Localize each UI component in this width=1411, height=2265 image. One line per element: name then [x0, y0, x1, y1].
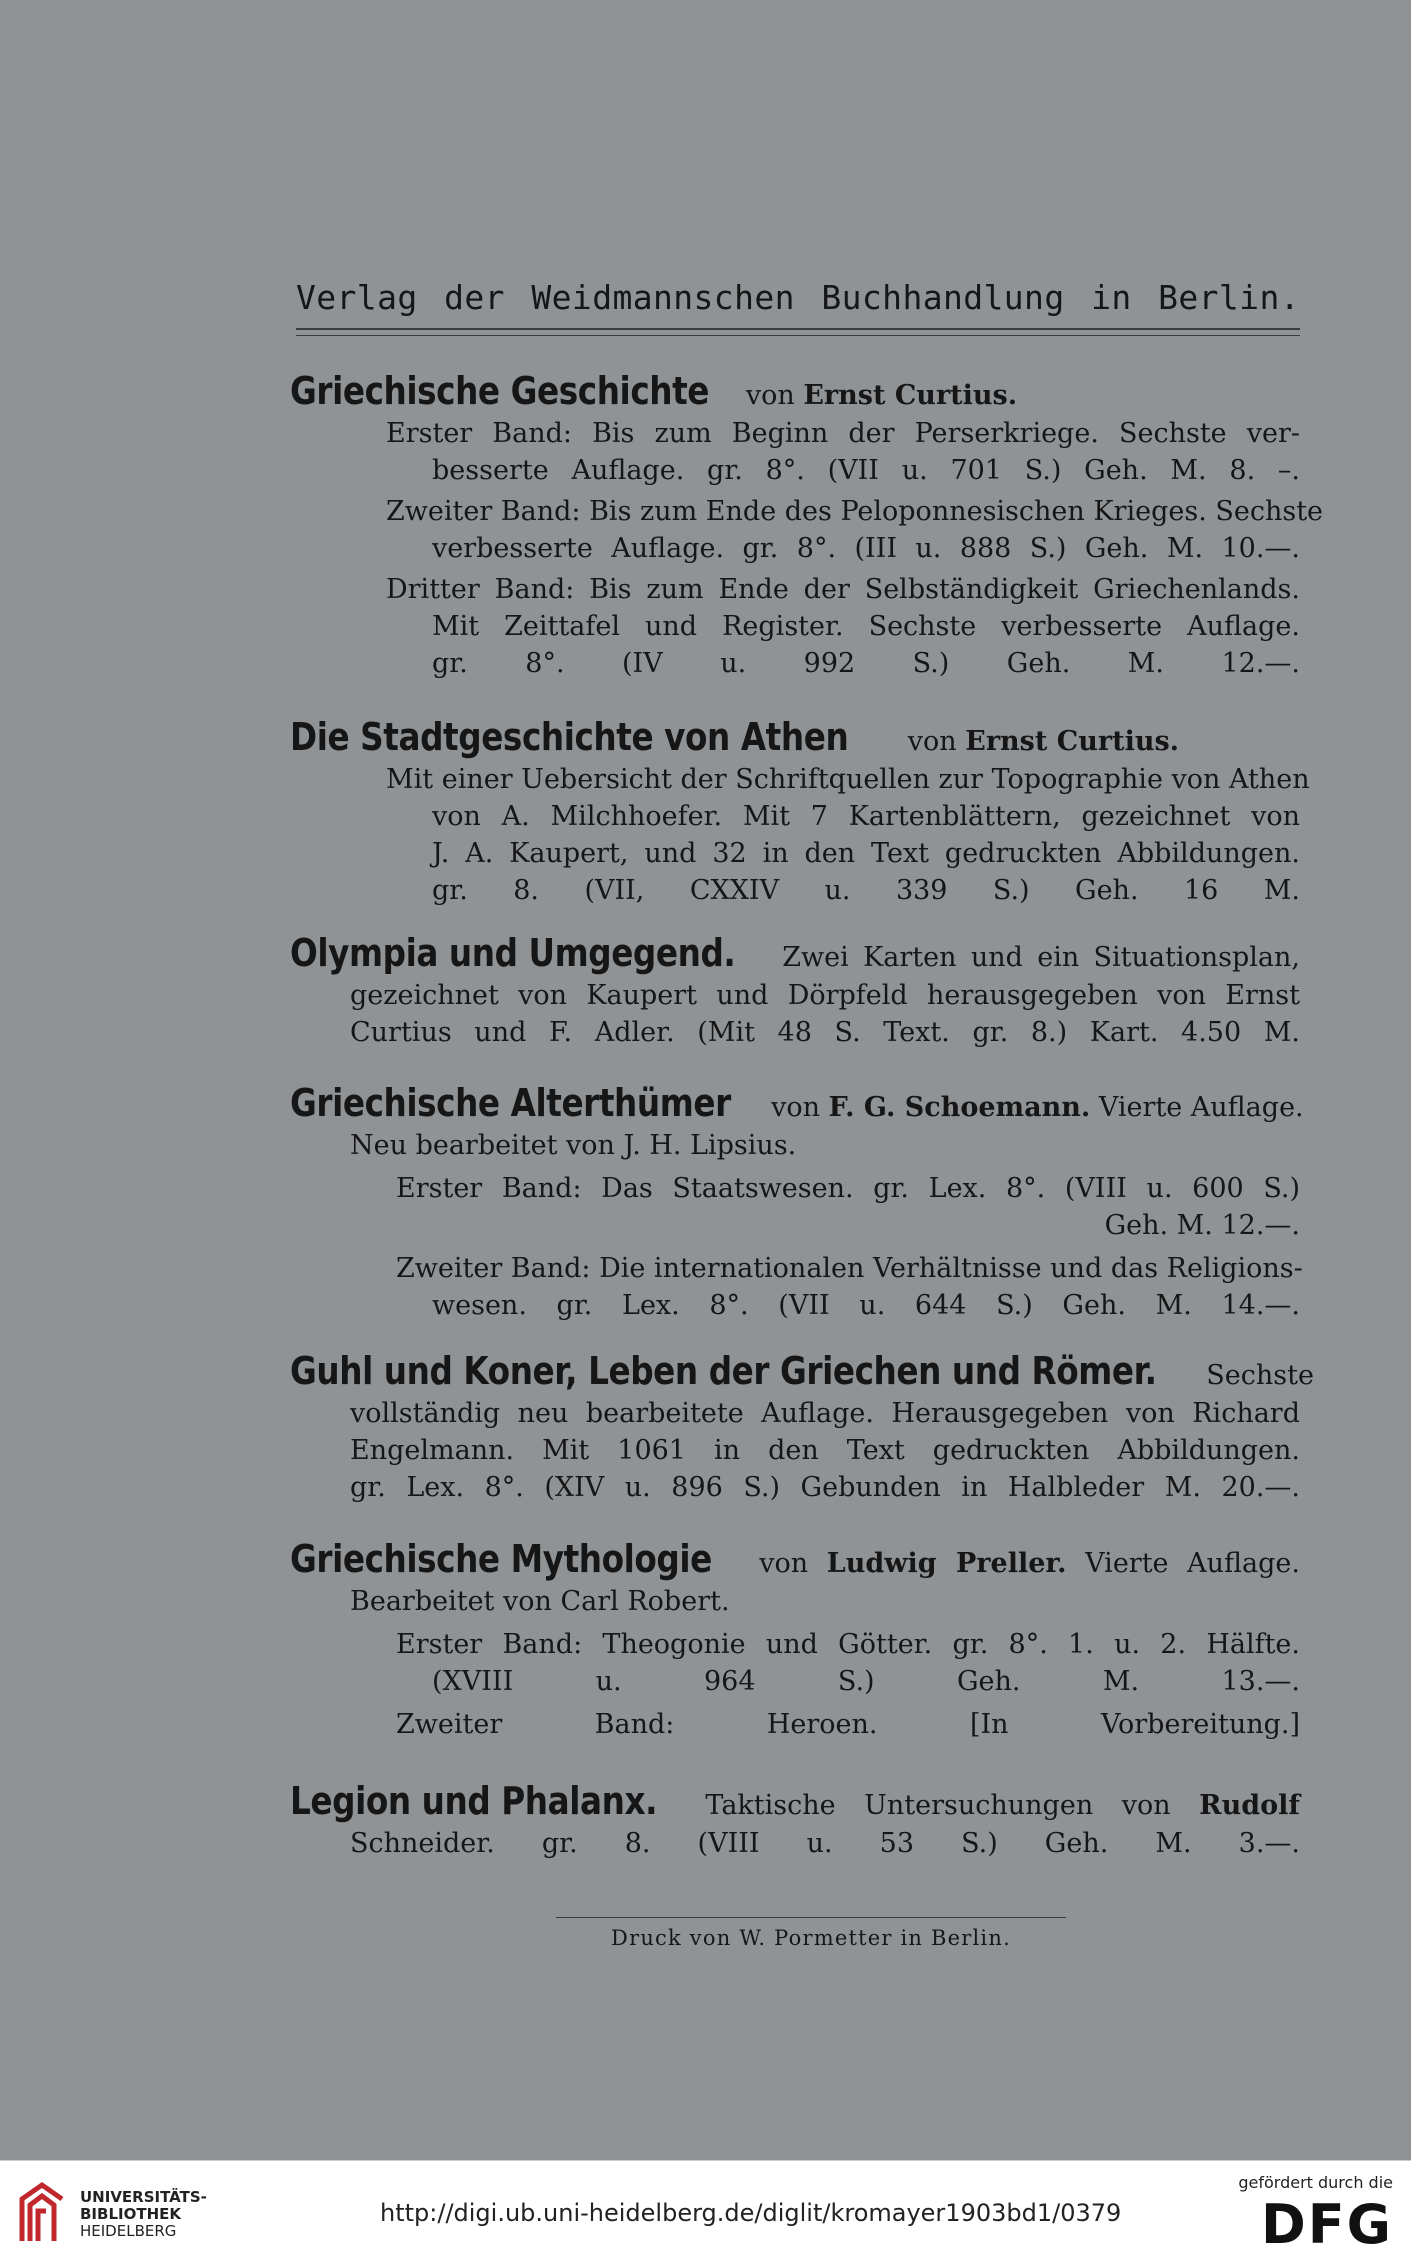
sponsor-label: gefördert durch die [1238, 2173, 1393, 2192]
dfg-logo: DFG [1260, 2193, 1393, 2256]
footer-rule [556, 1917, 1066, 1918]
entry-title: Griechische Alterthümer [290, 1081, 731, 1125]
entry-line: Mit einer Uebersicht der Schriftquellen zur Topographie von Athen [386, 764, 1310, 795]
entry-line: verbesserte Auflage. gr. 8°. (III u. 888 S.) Geh. M. 10.—. [432, 533, 1300, 564]
entry-line: Curtius und F. Adler. (Mit 48 S. Text. gr. 8.) Kart. 4.50 M. [350, 1017, 1300, 1048]
entry-title: Legion und Phalanx. [290, 1779, 658, 1823]
entry-line: Erster Band: Bis zum Beginn der Perserkriege. Sechste ver- [386, 418, 1300, 449]
printer-imprint: Druck von W. Pormetter in Berlin. [611, 1926, 1011, 1950]
entry-line: Zweiter Band: Heroen. [In Vorbereitung.] [396, 1709, 1300, 1740]
entry-line: Erster Band: Theogonie und Götter. gr. 8°. 1. u. 2. Hälfte. [396, 1629, 1300, 1660]
entry-griechische-mythologie: Griechische Mythologie von Ludwig Preller. Vierte Auflage. Bearbeitet von Carl Robert. Erster Band: Theogonie und Götter. gr. 8°. 1. u. 2. Hälfte. (XVIII u. 964 S.) Geh. M. 13.—. Zweiter Band: Heroen. [In Vorbereitung.] [290, 1540, 1300, 1743]
digitization-footer [0, 2160, 1411, 2265]
entry-title: Olympia und Umgegend. [290, 931, 736, 975]
entry-line: (XVIII u. 964 S.) Geh. M. 13.—. [432, 1666, 1300, 1697]
entry-line: Mit Zeittafel und Register. Sechste verbesserte Auflage. [432, 611, 1300, 642]
entry-legion-phalanx: Legion und Phalanx. Taktische Untersuchungen von Rudolf Schneider. gr. 8. (VIII u. 53 S.) Geh. M. 3.—. [290, 1782, 1300, 1862]
library-name: UNIVERSITÄTS- BIBLIOTHEK HEIDELBERG [80, 2188, 207, 2240]
entry-line: gezeichnet von Kaupert und Dörpfeld herausgegeben von Ernst [350, 980, 1300, 1011]
entry-guhl-koner: Guhl und Koner, Leben der Griechen und Römer. Sechste vollständig neu bearbeitete Auflage. Herausgegeben von Richard Engelmann. Mit 1061 in den Text gedruckten Abbildungen. gr. Lex. 8°. (XIV u. 896 S.) Gebunden in Halbleder M. 20.—. [290, 1352, 1300, 1506]
entry-line: Engelmann. Mit 1061 in den Text gedruckten Abbildungen. [350, 1435, 1300, 1466]
entry-line: gr. 8°. (IV u. 992 S.) Geh. M. 12.—. [432, 648, 1300, 679]
entry-title: Griechische Mythologie [290, 1537, 712, 1581]
library-logo-icon [16, 2179, 68, 2247]
entry-line: J. A. Kaupert, und 32 in den Text gedruckten Abbildungen. [432, 838, 1300, 869]
entry-line: Zweiter Band: Die internationalen Verhältnisse und das Religions- [396, 1253, 1303, 1284]
entry-line: von A. Milchhoefer. Mit 7 Kartenblättern, gezeichnet von [432, 801, 1300, 832]
entry-line: wesen. gr. Lex. 8°. (VII u. 644 S.) Geh. M. 14.—. [432, 1290, 1300, 1321]
entry-line: Schneider. gr. 8. (VIII u. 53 S.) Geh. M. 3.—. [350, 1828, 1300, 1859]
entry-line: Neu bearbeitet von J. H. Lipsius. [350, 1130, 797, 1161]
source-url-link[interactable]: http://digi.ub.uni-heidelberg.de/diglit/kromayer1903bd1/0379 [380, 2199, 1122, 2227]
entry-line: besserte Auflage. gr. 8°. (VII u. 701 S.) Geh. M. 8. –. [432, 455, 1300, 486]
entry-line: vollständig neu bearbeitete Auflage. Herausgegeben von Richard [350, 1398, 1300, 1429]
entry-griechische-alterthuemer: Griechische Alterthümer von F. G. Schoemann. Vierte Auflage. Neu bearbeitet von J. H. Lipsius. Erster Band: Das Staatswesen. gr. Lex. 8°. (VIII u. 600 S.) Geh. M. 12.—. Zweiter Band: Die internationalen Verhältnisse und das Religions- wesen. gr. Lex. 8°. (VII u. 644 S.) Geh. M. 14.—. [290, 1084, 1300, 1324]
entry-line: Zweiter Band: Bis zum Ende des Peloponnesischen Krieges. Sechste [386, 496, 1324, 527]
entry-line: Dritter Band: Bis zum Ende der Selbständigkeit Griechenlands. [386, 574, 1300, 605]
header-double-rule [296, 328, 1300, 336]
entry-line: Geh. M. 12.—. [1104, 1210, 1300, 1241]
publisher-header: Verlag der Weidmannschen Buchhandlung in Berlin. [296, 278, 1300, 317]
entry-line: gr. 8. (VII, CXXIV u. 339 S.) Geh. 16 M. [432, 875, 1300, 906]
entry-line: gr. Lex. 8°. (XIV u. 896 S.) Gebunden in Halbleder M. 20.—. [350, 1472, 1300, 1503]
entry-title: Die Stadtgeschichte von Athen [290, 715, 849, 759]
entry-line: Erster Band: Das Staatswesen. gr. Lex. 8°. (VIII u. 600 S.) [396, 1173, 1300, 1204]
entry-olympia: Olympia und Umgegend. Zwei Karten und ein Situationsplan, gezeichnet von Kaupert und Dörpfeld herausgegeben von Ernst Curtius und F. Adler. (Mit 48 S. Text. gr. 8.) Kart. 4.50 M. [290, 934, 1300, 1051]
entry-line: Bearbeitet von Carl Robert. [350, 1586, 730, 1617]
entry-title: Guhl und Koner, Leben der Griechen und Römer. [290, 1349, 1157, 1393]
entry-title: Griechische Geschichte [290, 369, 710, 413]
entry-griechische-geschichte: Griechische Geschichte von Ernst Curtius. Erster Band: Bis zum Beginn der Perserkriege. Sechste ver- besserte Auflage. gr. 8°. (VII u. 701 S.) Geh. M. 8. –. Zweiter Band: Bis zum Ende des Peloponnesischen Krieges. Sechste verbesserte Auflage. gr. 8°. (III u. 888 S.) Geh. M. 10.—. Dritter Band: Bis zum Ende der Selbständigkeit Griechenlands. Mit Zeittafel und Register. Sechste verbesserte Auflage. gr. 8°. (IV u. 992 S.) Geh. M. 12.—. [290, 372, 1300, 682]
entry-stadtgeschichte-athen: Die Stadtgeschichte von Athen von Ernst Curtius. Mit einer Uebersicht der Schriftquellen zur Topographie von Athen von A. Milchhoefer. Mit 7 Kartenblättern, gezeichnet von J. A. Kaupert, und 32 in den Text gedruckten Abbildungen. gr. 8. (VII, CXXIV u. 339 S.) Geh. 16 M. [290, 718, 1300, 909]
